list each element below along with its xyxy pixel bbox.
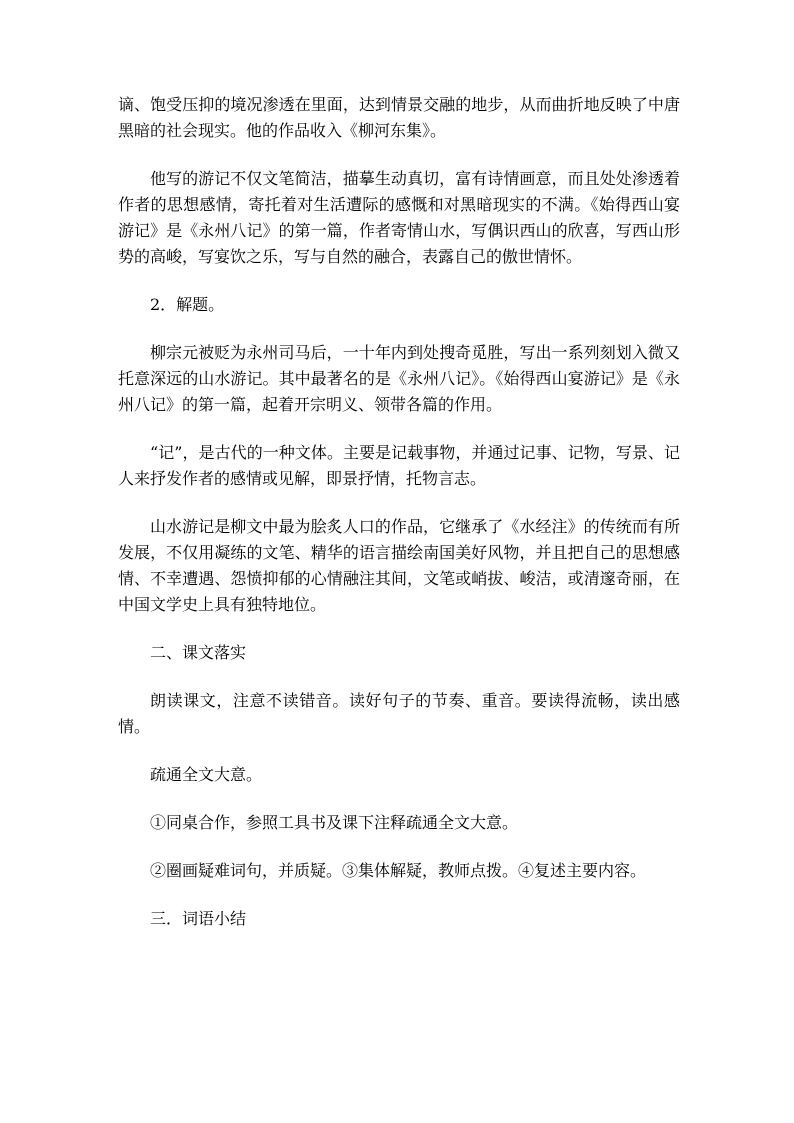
document-page: [118, 92, 680, 932]
paragraph-title-explanation: 柳宗元被贬为永州司马后，一十年内到处搜奇觅胜，写出一系列刻划入微又托意深远的山水游记。其中最著名的是《永州八记》。《始得西山宴游记》是《永州八记》的第一篇，起着开宗明义、领带各篇的作用。: [118, 343, 680, 414]
paragraph-read-aloud: 朗读课文，注意不读错音。读好句子的节奏、重音。要读得流畅，读出感情。: [118, 691, 680, 736]
paragraph-step-2-4: ②圈画疑难词句，并质疑。③集体解疑，教师点拨。④复述主要内容。: [150, 861, 647, 880]
paragraph-landscape-notes: 山水游记是柳文中最为脍炙人口的作品，它继承了《水经注》的传统而有所发展，不仅用凝练的文笔、精华的语言描绘南国美好风物，并且把自己的思想感情、不幸遭遇、怨愤抑郁的心情融注其间，文笔或峭拔、峻洁，或清邃奇丽，在中国文学史上具有独特地位。: [118, 517, 680, 614]
section-heading-text-study: 二、课文落实: [150, 643, 247, 662]
section-heading-vocabulary: 三．词语小结: [150, 909, 247, 928]
paragraph-overall-meaning: 疏通全文大意。: [150, 765, 263, 784]
paragraph-step-1: ①同桌合作，参照工具书及课下注释疏通全文大意。: [150, 813, 519, 832]
section-heading-title-explanation: 2．解题。: [150, 295, 225, 314]
paragraph-ji-genre: “记”，是古代的一种文体。主要是记载事物，并通过记事、记物，写景、记人来抒发作者的感情或见解，即景抒情，托物言志。: [118, 443, 680, 488]
paragraph-travel-notes: 他写的游记不仅文笔简洁，描摹生动真切，富有诗情画意，而且处处渗透着作者的思想感情，寄托着对生活遭际的感慨和对黑暗现实的不满。《始得西山宴游记》是《永州八记》的第一篇，作者寄情山水，写偶识西山的欣喜，写西山形势的高峻，写宴饮之乐，写与自然的融合，表露自己的傲世情怀。: [118, 169, 680, 266]
paragraph-continuation: 谪、饱受压抑的境况渗透在里面，达到情景交融的地步，从而曲折地反映了中唐黑暗的社会现实。他的作品收入《柳河东集》。: [118, 95, 680, 140]
